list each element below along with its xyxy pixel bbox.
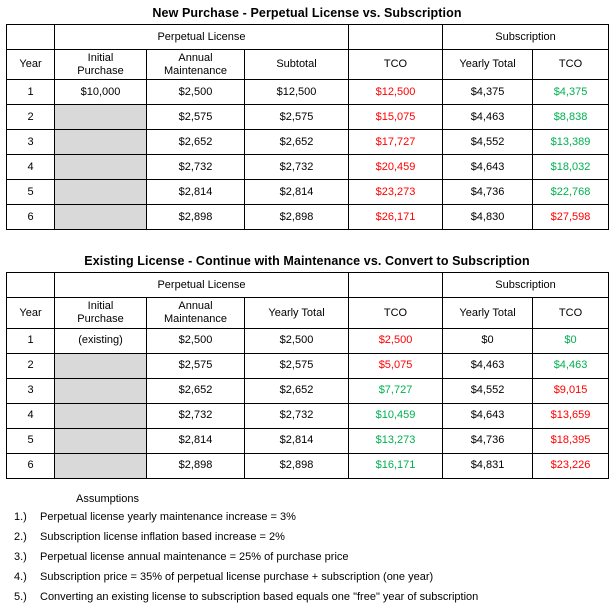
cell-annual: $2,814 bbox=[147, 428, 245, 453]
cell-year: 5 bbox=[7, 428, 55, 453]
table-row bbox=[7, 130, 609, 155]
table2-col-tco: TCO bbox=[349, 298, 443, 328]
cell-tco2: $4,375 bbox=[533, 80, 609, 105]
assumption-text: Perpetual license yearly maintenance increase = 3% bbox=[40, 510, 296, 523]
cell-tco2: $13,389 bbox=[533, 130, 609, 155]
cell-tco: $20,459 bbox=[349, 155, 443, 180]
section-spacer bbox=[6, 230, 608, 252]
table2-group-blank bbox=[7, 273, 55, 298]
table2-col-initial-purchase: Initial Purchase bbox=[55, 298, 147, 328]
cell-year: 1 bbox=[7, 80, 55, 105]
cell-annual: $2,500 bbox=[147, 328, 245, 353]
table-row bbox=[7, 428, 609, 453]
cell-tco: $17,727 bbox=[349, 130, 443, 155]
cell-yearly-total: $4,736 bbox=[443, 428, 533, 453]
cell-tco: $2,500 bbox=[349, 328, 443, 353]
table2-group-header-row bbox=[7, 273, 609, 298]
cell-annual: $2,732 bbox=[147, 403, 245, 428]
existing-license-table bbox=[6, 272, 609, 478]
cell-yearly-total: $4,831 bbox=[443, 453, 533, 478]
cell-subtotal: $2,898 bbox=[245, 453, 349, 478]
table-row bbox=[7, 328, 609, 353]
table1-group-header-row bbox=[7, 25, 609, 50]
cell-year: 3 bbox=[7, 378, 55, 403]
cell-yearly-total: $4,463 bbox=[443, 105, 533, 130]
assumption-number: 2.) bbox=[14, 530, 27, 543]
cell-initial bbox=[55, 428, 147, 453]
cell-subtotal: $2,814 bbox=[245, 428, 349, 453]
cell-annual: $2,652 bbox=[147, 130, 245, 155]
table2-group-blank2 bbox=[349, 273, 443, 298]
list-item bbox=[14, 551, 608, 564]
table1-col-initial-purchase: Initial Purchase bbox=[55, 50, 147, 80]
cell-yearly-total: $4,552 bbox=[443, 130, 533, 155]
assumption-text: Subscription license inflation based increase = 2% bbox=[40, 530, 285, 543]
cell-yearly-total: $4,643 bbox=[443, 155, 533, 180]
cell-year: 5 bbox=[7, 180, 55, 205]
cell-year: 2 bbox=[7, 353, 55, 378]
table-row bbox=[7, 105, 609, 130]
cell-tco: $10,459 bbox=[349, 403, 443, 428]
table1-column-header-row bbox=[7, 50, 609, 80]
cell-subtotal: $2,500 bbox=[245, 328, 349, 353]
cell-subtotal: $2,652 bbox=[245, 130, 349, 155]
cell-yearly-total: $4,375 bbox=[443, 80, 533, 105]
cell-annual: $2,652 bbox=[147, 378, 245, 403]
cell-annual: $2,575 bbox=[147, 353, 245, 378]
cell-tco: $23,273 bbox=[349, 180, 443, 205]
cell-tco: $12,500 bbox=[349, 80, 443, 105]
cell-initial: (existing) bbox=[55, 328, 147, 353]
table-row bbox=[7, 453, 609, 478]
table1-group-perpetual: Perpetual License bbox=[55, 25, 349, 50]
cell-year: 4 bbox=[7, 403, 55, 428]
assumption-text: Perpetual license annual maintenance = 25% of purchase price bbox=[40, 550, 349, 563]
table-row bbox=[7, 403, 609, 428]
table1-col-tco2: TCO bbox=[533, 50, 609, 80]
cell-tco2: $18,395 bbox=[533, 428, 609, 453]
assumption-number: 3.) bbox=[14, 550, 27, 563]
table2-group-perpetual: Perpetual License bbox=[55, 273, 349, 298]
table-row bbox=[7, 378, 609, 403]
assumption-number: 5.) bbox=[14, 591, 27, 604]
cell-tco: $5,075 bbox=[349, 353, 443, 378]
cell-initial bbox=[55, 403, 147, 428]
cell-tco: $7,727 bbox=[349, 378, 443, 403]
cell-tco2: $18,032 bbox=[533, 155, 609, 180]
cell-year: 4 bbox=[7, 155, 55, 180]
table1-col-year: Year bbox=[7, 50, 55, 80]
table2-col-year: Year bbox=[7, 298, 55, 328]
cell-tco2: $0 bbox=[533, 328, 609, 353]
cell-initial bbox=[55, 353, 147, 378]
cell-subtotal: $2,575 bbox=[245, 105, 349, 130]
table1-col-tco: TCO bbox=[349, 50, 443, 80]
cell-initial bbox=[55, 205, 147, 230]
assumption-text: Subscription price = 35% of perpetual license purchase + subscription (one year) bbox=[40, 571, 434, 584]
table2-col-tco2: TCO bbox=[533, 298, 609, 328]
new-purchase-table bbox=[6, 24, 609, 230]
cell-subtotal: $2,575 bbox=[245, 353, 349, 378]
assumption-number: 4.) bbox=[14, 571, 27, 584]
assumption-text: Converting an existing license to subscription based equals one "free" year of subscription bbox=[40, 591, 479, 604]
table-row bbox=[7, 155, 609, 180]
cell-tco: $26,171 bbox=[349, 205, 443, 230]
cell-yearly-total: $4,736 bbox=[443, 180, 533, 205]
assumptions-section bbox=[6, 493, 608, 605]
cell-year: 2 bbox=[7, 105, 55, 130]
assumption-number: 1.) bbox=[14, 510, 27, 523]
cell-yearly-total: $4,552 bbox=[443, 378, 533, 403]
table-row bbox=[7, 353, 609, 378]
table2-group-subscription: Subscription bbox=[443, 273, 609, 298]
table-row bbox=[7, 205, 609, 230]
table1-group-subscription: Subscription bbox=[443, 25, 609, 50]
cell-initial bbox=[55, 180, 147, 205]
cell-initial bbox=[55, 155, 147, 180]
table2-col-yearly-total: Yearly Total bbox=[245, 298, 349, 328]
cell-initial bbox=[55, 130, 147, 155]
cell-yearly-total: $4,463 bbox=[443, 353, 533, 378]
cell-yearly-total: $0 bbox=[443, 328, 533, 353]
cell-annual: $2,898 bbox=[147, 453, 245, 478]
cell-year: 6 bbox=[7, 205, 55, 230]
cell-subtotal: $12,500 bbox=[245, 80, 349, 105]
cell-initial bbox=[55, 453, 147, 478]
table2-column-header-row bbox=[7, 298, 609, 328]
table1-col-yearly-total: Yearly Total bbox=[443, 50, 533, 80]
cell-tco2: $8,838 bbox=[533, 105, 609, 130]
table1-col-subtotal: Subtotal bbox=[245, 50, 349, 80]
cell-subtotal: $2,898 bbox=[245, 205, 349, 230]
cell-tco2: $22,768 bbox=[533, 180, 609, 205]
table1-group-blank2 bbox=[349, 25, 443, 50]
list-item bbox=[14, 591, 608, 604]
cell-subtotal: $2,652 bbox=[245, 378, 349, 403]
table2-title: Existing License - Continue with Maintenance vs. Convert to Subscription bbox=[84, 254, 530, 269]
table1-title: New Purchase - Perpetual License vs. Subscription bbox=[152, 6, 462, 20]
cell-subtotal: $2,732 bbox=[245, 403, 349, 428]
cell-tco2: $13,659 bbox=[533, 403, 609, 428]
table2-col-annual-maintenance: Annual Maintenance bbox=[147, 298, 245, 328]
cell-year: 1 bbox=[7, 328, 55, 353]
cell-tco: $13,273 bbox=[349, 428, 443, 453]
cell-initial: $10,000 bbox=[55, 80, 147, 105]
cell-tco2: $4,463 bbox=[533, 353, 609, 378]
cell-year: 6 bbox=[7, 453, 55, 478]
cell-annual: $2,575 bbox=[147, 105, 245, 130]
cell-year: 3 bbox=[7, 130, 55, 155]
assumptions-title: Assumptions bbox=[76, 492, 139, 505]
table-row bbox=[7, 180, 609, 205]
list-item bbox=[14, 531, 608, 544]
cell-annual: $2,732 bbox=[147, 155, 245, 180]
cell-annual: $2,500 bbox=[147, 80, 245, 105]
cell-initial bbox=[55, 378, 147, 403]
cell-tco: $16,171 bbox=[349, 453, 443, 478]
cell-tco: $15,075 bbox=[349, 105, 443, 130]
cell-annual: $2,898 bbox=[147, 205, 245, 230]
cell-yearly-total: $4,830 bbox=[443, 205, 533, 230]
cell-annual: $2,814 bbox=[147, 180, 245, 205]
cell-tco2: $23,226 bbox=[533, 453, 609, 478]
table1-group-blank bbox=[7, 25, 55, 50]
list-item bbox=[14, 511, 608, 524]
list-item bbox=[14, 571, 608, 584]
cell-tco2: $27,598 bbox=[533, 205, 609, 230]
cell-subtotal: $2,814 bbox=[245, 180, 349, 205]
table2-col-yearly-total-sub: Yearly Total bbox=[443, 298, 533, 328]
cell-subtotal: $2,732 bbox=[245, 155, 349, 180]
table1-col-annual-maintenance: Annual Maintenance bbox=[147, 50, 245, 80]
cell-yearly-total: $4,643 bbox=[443, 403, 533, 428]
cell-tco2: $9,015 bbox=[533, 378, 609, 403]
table-row bbox=[7, 80, 609, 105]
cell-initial bbox=[55, 105, 147, 130]
